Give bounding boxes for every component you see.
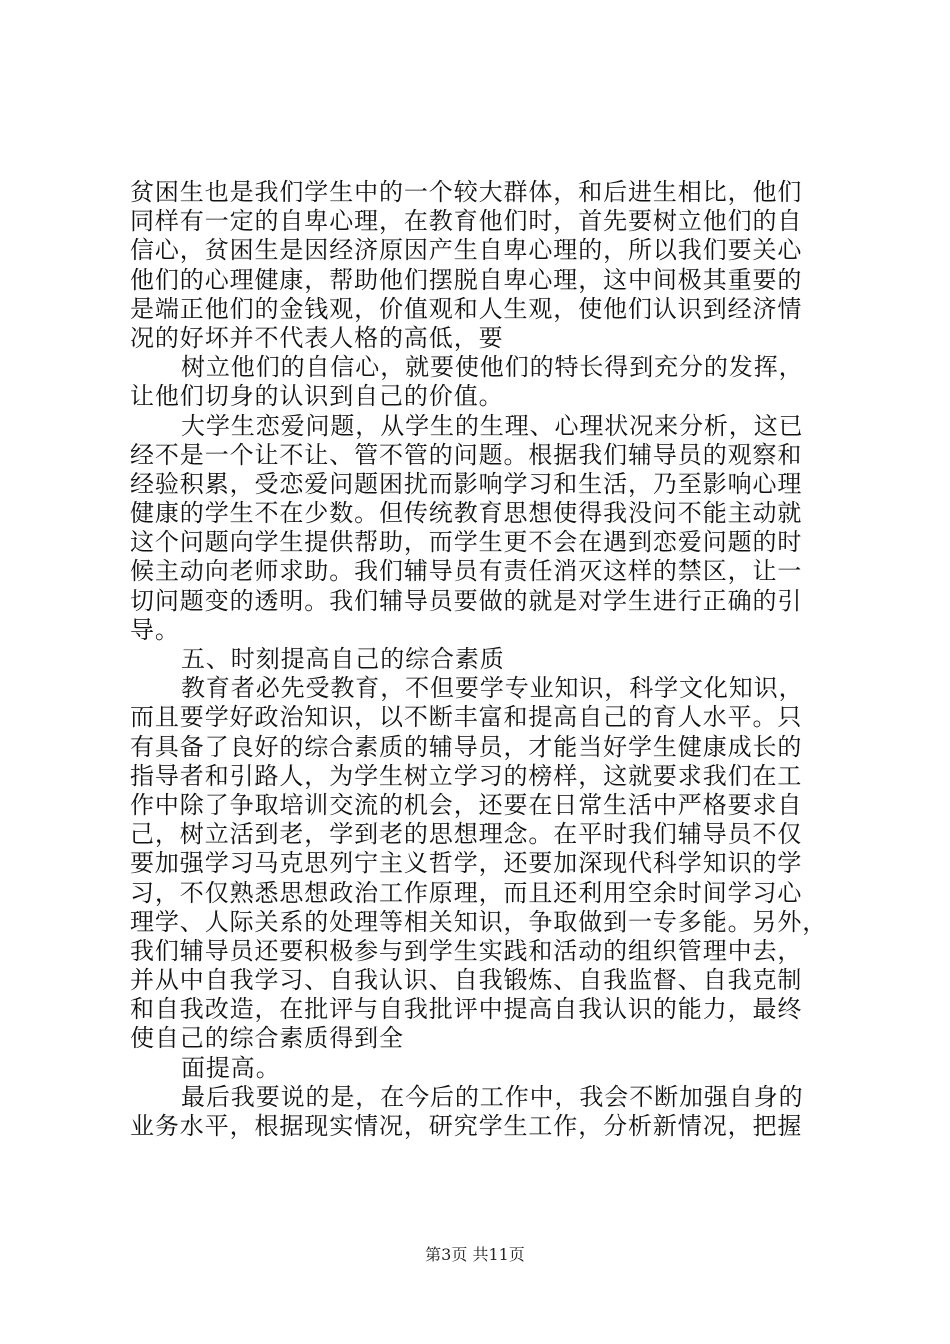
text-line: 并从中自我学习、自我认识、自我锻炼、自我监督、自我克制 <box>130 966 803 995</box>
text-line: 作中除了争取培训交流的机会，还要在日常生活中严格要求自 <box>130 790 803 819</box>
text-line: 信心，贫困生是因经济原因产生自卑心理的，所以我们要关心 <box>130 236 803 265</box>
text-line: 大学生恋爱问题，从学生的生理、心理状况来分析，这已 <box>181 411 804 440</box>
text-line: 他们的心理健康，帮助他们摆脱自卑心理，这中间极其重要的 <box>130 265 803 294</box>
text-line: 理学、人际关系的处理等相关知识，争取做到一专多能。另外， <box>130 907 828 936</box>
text-line: 是端正他们的金钱观，价值观和人生观，使他们认识到经济情 <box>130 294 803 323</box>
text-line: 教育者必先受教育，不但要学专业知识，科学文化知识， <box>181 674 804 703</box>
text-line: 健康的学生不在少数。但传统教育思想使得我没问不能主动就 <box>130 499 803 528</box>
text-line: 最后我要说的是，在今后的工作中，我会不断加强自身的 <box>181 1082 804 1111</box>
text-line: 切问题变的透明。我们辅导员要做的就是对学生进行正确的引 <box>130 586 803 615</box>
page-footer: 第3页 共11页 <box>425 1245 525 1264</box>
text-line: 让他们切身的认识到自己的价值。 <box>130 382 504 411</box>
text-line: 和自我改造，在批评与自我批评中提高自我认识的能力，最终 <box>130 995 803 1024</box>
text-line: 有具备了良好的综合素质的辅导员，才能当好学生健康成长的 <box>130 732 803 761</box>
text-line: 使自己的综合素质得到全 <box>130 1024 404 1053</box>
text-line: 要加强学习马克思列宁主义哲学，还要加深现代科学知识的学 <box>130 849 803 878</box>
text-line: 业务水平，根据现实情况，研究学生工作，分析新情况，把握 <box>130 1112 803 1140</box>
text-line: 而且要学好政治知识，以不断丰富和提高自己的育人水平。只 <box>130 703 803 732</box>
text-line: 导。 <box>130 615 180 644</box>
text-line: 树立他们的自信心，就要使他们的特长得到充分的发挥， <box>181 353 804 382</box>
text-line: 同样有一定的自卑心理，在教育他们时，首先要树立他们的自 <box>130 207 803 236</box>
text-line: 候主动向老师求助。我们辅导员有责任消灭这样的禁区，让一 <box>130 557 803 586</box>
text-line: 经不是一个让不让、管不管的问题。根据我们辅导员的观察和 <box>130 440 803 469</box>
text-line: 经验积累，受恋爱问题困扰而影响学习和生活，乃至影响心理 <box>130 469 803 498</box>
text-line: 贫困生也是我们学生中的一个较大群体，和后进生相比，他们 <box>130 178 803 206</box>
section-heading: 五、时刻提高自己的综合素质 <box>181 645 505 673</box>
text-line: 习，不仅熟悉思想政治工作原理，而且还利用空余时间学习心 <box>130 878 803 907</box>
text-line: 面提高。 <box>181 1053 281 1082</box>
text-line: 我们辅导员还要积极参与到学生实践和活动的组织管理中去， <box>130 936 803 965</box>
text-line: 这个问题向学生提供帮助，而学生更不会在遇到恋爱问题的时 <box>130 528 803 557</box>
text-line: 指导者和引路人，为学生树立学习的榜样，这就要求我们在工 <box>130 761 803 790</box>
text-line: 己，树立活到老，学到老的思想理念。在平时我们辅导员不仅 <box>130 820 803 849</box>
body-text <box>130 178 840 1141</box>
text-line: 况的好坏并不代表人格的高低，要 <box>130 323 504 352</box>
